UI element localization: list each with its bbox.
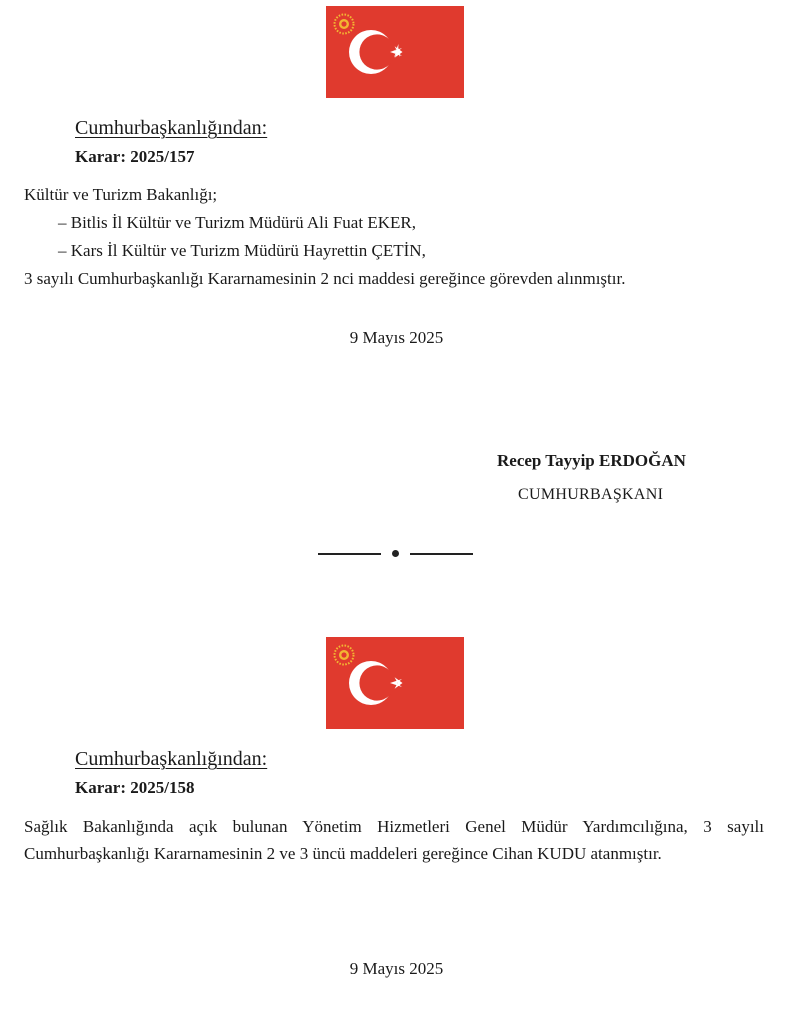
signatory-title: CUMHURBAŞKANI bbox=[518, 486, 664, 503]
issuer-heading: Cumhurbaşkanlığından: bbox=[75, 748, 268, 770]
signatory-name: Recep Tayyip ERDOĞAN bbox=[497, 451, 686, 470]
dismissal-item: – Kars İl Kültür ve Turizm Müdürü Hayrettin ÇETİN, bbox=[58, 241, 426, 260]
ministry-line: Kültür ve Turizm Bakanlığı; bbox=[24, 185, 218, 204]
decision-date: 9 Mayıs 2025 bbox=[349, 328, 444, 347]
decision-conclusion: 3 sayılı Cumhurbaşkanlığı Kararnamesinin 2 nci maddesi gereğince görevden alınmıştır. bbox=[24, 269, 626, 288]
issuer-heading: Cumhurbaşkanlığından: bbox=[75, 117, 268, 139]
decision-number: Karar: 2025/157 bbox=[75, 147, 195, 166]
separator-line-left bbox=[318, 553, 381, 555]
decision-date: 9 Mayıs 2025 bbox=[349, 959, 444, 978]
turkish-flag-icon bbox=[326, 6, 464, 98]
turkish-flag-icon bbox=[326, 637, 464, 729]
dismissal-item: – Bitlis İl Kültür ve Turizm Müdürü Ali Fuat EKER, bbox=[58, 213, 416, 232]
decision-number: Karar: 2025/158 bbox=[75, 778, 195, 797]
separator-dot-icon bbox=[392, 550, 399, 557]
separator-line-right bbox=[410, 553, 473, 555]
appointment-paragraph: Sağlık Bakanlığında açık bulunan Yönetim Hizmetleri Genel Müdür Yardımcılığına, 3 sayılı Cumhurbaşkanlığı Kararnamesinin 2 ve 3 üncü maddeleri gereğince Cihan KUDU atanmıştır. bbox=[24, 817, 764, 863]
